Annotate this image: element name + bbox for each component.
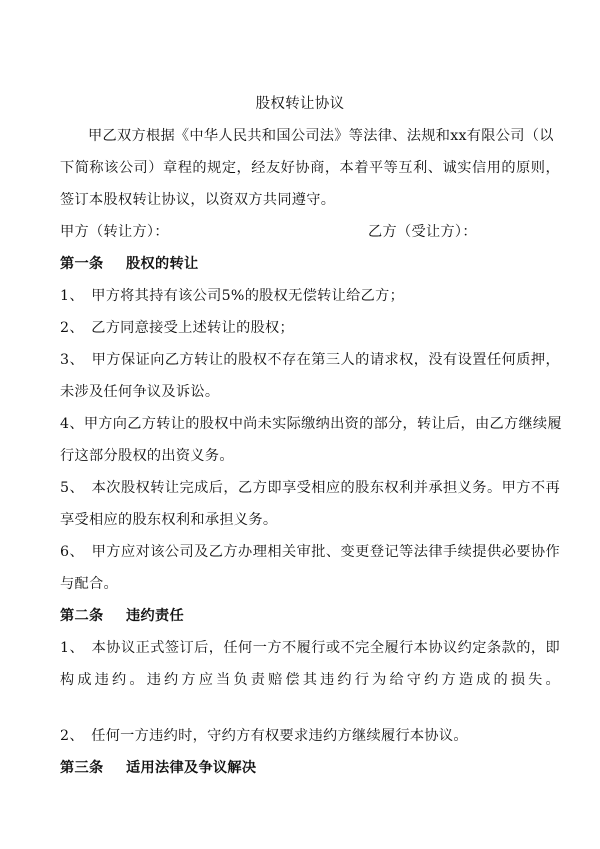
- article-2-item-2: 2、 任何一方违约时，守约方有权要求违约方继续履行本协议。: [60, 728, 468, 744]
- article-1-item-1: 1、 甲方将其持有该公司5%的股权无偿转让给乙方；: [60, 288, 405, 304]
- party-row: [60, 223, 560, 241]
- party-a-label: 甲方（转让方）：: [60, 224, 169, 240]
- article-2-heading: [60, 607, 560, 625]
- article-1-title: 股权的转让: [126, 256, 199, 272]
- party-b-label: 乙方（受让方）：: [368, 224, 477, 240]
- article-1-item-3: 3、 甲方保证向乙方转让的股权不存在第三人的请求权，没有设置任何质押，: [60, 352, 560, 368]
- article-1-number: 第一条: [60, 256, 104, 272]
- article-2-item-1-cont: 构成违约。违约方应当负责赔偿其违约行为给守约方造成的损失。: [60, 672, 560, 688]
- article-2-number: 第二条: [60, 608, 104, 624]
- article-2-item-1: 1、 本协议正式签订后，任何一方不履行或不完全履行本协议约定条款的，即: [60, 640, 560, 656]
- article-1-item-6: 6、 甲方应对该公司及乙方办理相关审批、变更登记等法律手续提供必要协作: [60, 544, 560, 560]
- article-3-title: 适用法律及争议解决: [126, 760, 257, 776]
- article-1-item-2: 2、 乙方同意接受上述转让的股权；: [60, 320, 295, 336]
- document-title: 股权转让协议: [255, 96, 345, 112]
- article-2-title: 违约责任: [126, 608, 184, 624]
- article-3-heading: [60, 759, 560, 777]
- preamble-line-2: 下简称该公司）章程的规定，经友好协商，本着平等互利、诚实信用的原则，: [60, 160, 560, 176]
- article-1-item-5: 5、 本次股权转让完成后，乙方即享受相应的股东权利并承担义务。甲方不再: [60, 480, 560, 496]
- article-1-item-3-cont: 未涉及任何争议及诉讼。: [60, 384, 220, 400]
- article-1-item-5-cont: 享受相应的股东权利和承担义务。: [60, 512, 278, 528]
- article-1-item-4-cont: 行这部分股权的出资义务。: [60, 448, 234, 464]
- preamble-line-1: 甲乙双方根据《中华人民共和国公司法》等法律、法规和xx有限公司（以: [88, 128, 554, 144]
- article-1-item-6-cont: 与配合。: [60, 576, 118, 592]
- article-1-item-4: 4、甲方向乙方转让的股权中尚未实际缴纳出资的部分，转让后，由乙方继续履: [60, 416, 562, 432]
- preamble-line-3: 签订本股权转让协议，以资双方共同遵守。: [60, 192, 336, 208]
- article-3-number: 第三条: [60, 760, 104, 776]
- article-1-heading: [60, 255, 560, 273]
